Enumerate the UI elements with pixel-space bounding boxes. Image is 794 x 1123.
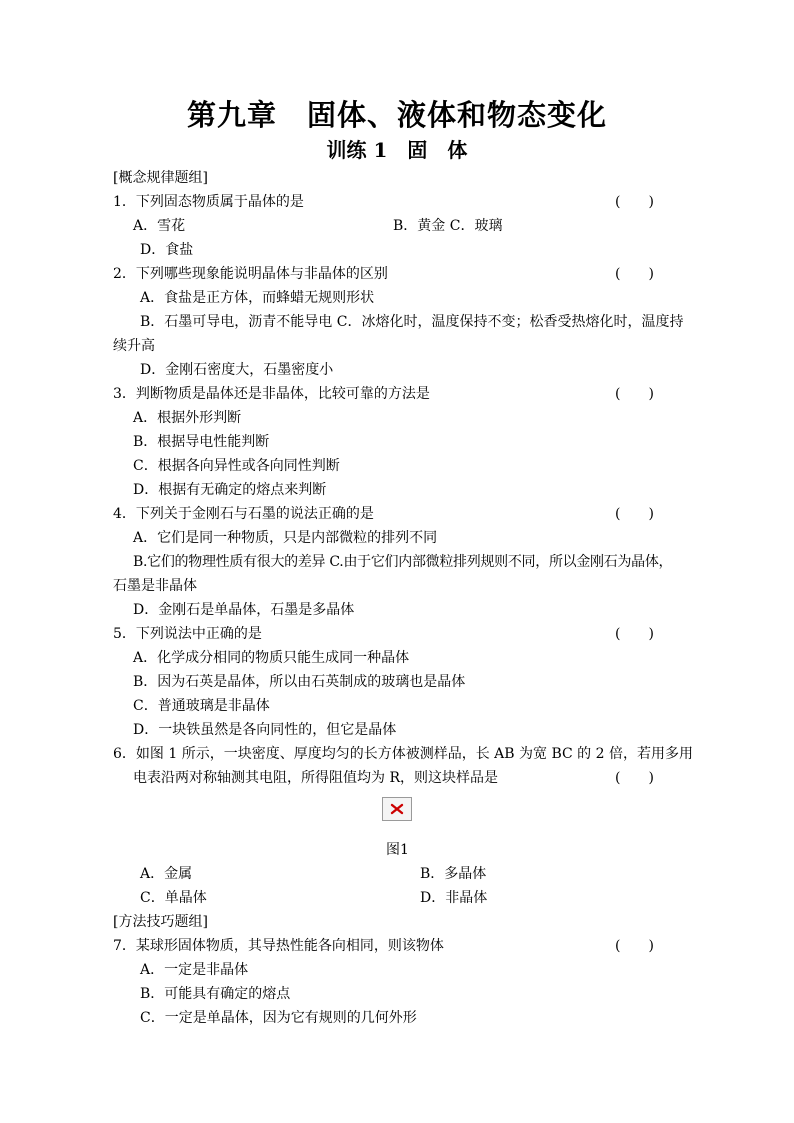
section-subtitle: 训练 1 固 体 [326, 138, 468, 162]
question-3-option-c: C．根据各向异性或各向同性判断 [133, 458, 340, 474]
question-5-option-d: D．一块铁虽然是各向同性的，但它是晶体 [133, 722, 397, 738]
question-2-option-bc: B．石墨可导电，沥青不能导电 C．冰熔化时，温度保持不变；松香受热熔化时，温度持 [140, 314, 684, 330]
figure-1-caption: 图1 [386, 842, 409, 858]
chapter-title: 第九章 固体、液体和物态变化 [186, 98, 607, 132]
question-5-option-a: A．化学成分相同的物质只能生成同一种晶体 [133, 650, 410, 666]
question-2-option-d: D．金刚石密度大，石墨密度小 [140, 362, 334, 378]
question-1-option-a: A．雪花 [133, 218, 186, 234]
question-1-answer-paren: ( ) [615, 194, 654, 210]
question-7-stem: 7．某球形固体物质，其导热性能各向相同，则该物体 [113, 938, 444, 954]
section-heading-method: [方法技巧题组] [113, 914, 208, 930]
question-6-option-c: C．单晶体 [140, 890, 207, 906]
question-7-option-a: A．一定是非晶体 [140, 962, 249, 978]
question-2-stem: 2．下列哪些现象能说明晶体与非晶体的区别 [113, 266, 388, 282]
question-7-answer-paren: ( ) [615, 938, 654, 954]
question-5-option-b: B．因为石英是晶体，所以由石英制成的玻璃也是晶体 [133, 674, 466, 690]
question-6-answer-paren: ( ) [615, 770, 654, 786]
question-3-stem: 3．判断物质是晶体还是非晶体，比较可靠的方法是 [113, 386, 430, 402]
question-4-option-a: A．它们是同一种物质，只是内部微粒的排列不同 [133, 530, 438, 546]
question-6-stem-cont: 电表沿两对称轴测其电阻，所得阻值均为 R，则这块样品是 [133, 770, 498, 786]
question-2-answer-paren: ( ) [615, 266, 654, 282]
question-3-option-d: D．根据有无确定的熔点来判断 [133, 482, 327, 498]
question-6-option-b: B．多晶体 [420, 866, 487, 882]
question-5-answer-paren: ( ) [615, 626, 654, 642]
question-5-option-c: C．普通玻璃是非晶体 [133, 698, 270, 714]
question-1-option-d: D．食盐 [140, 242, 194, 258]
question-3-answer-paren: ( ) [615, 386, 654, 402]
section-heading-concept: [概念规律题组] [113, 170, 208, 186]
question-2-option-c-cont: 续升高 [113, 338, 155, 354]
question-3-option-a: A．根据外形判断 [133, 410, 242, 426]
question-1-stem: 1．下列固态物质属于晶体的是 [113, 194, 304, 210]
question-7-option-b: B．可能具有确定的熔点 [140, 986, 291, 1002]
question-6-option-a: A．金属 [140, 866, 193, 882]
question-6-option-d: D．非晶体 [420, 890, 488, 906]
question-3-option-b: B．根据导电性能判断 [133, 434, 270, 450]
question-4-option-c-cont: 石墨是非晶体 [113, 578, 197, 594]
question-4-option-bc: B.它们的物理性质有很大的差异 C.由于它们内部微粒排列规则不同，所以金刚石为晶体， [133, 554, 673, 570]
question-7-option-c: C．一定是单晶体，因为它有规则的几何外形 [140, 1010, 417, 1026]
question-2-option-a: A．食盐是正方体，而蜂蜡无规则形状 [140, 290, 375, 306]
question-4-answer-paren: ( ) [615, 506, 654, 522]
question-5-stem: 5．下列说法中正确的是 [113, 626, 262, 642]
question-4-option-d: D．金刚石是单晶体，石墨是多晶体 [133, 602, 355, 618]
question-4-stem: 4．下列关于金刚石与石墨的说法正确的是 [113, 506, 374, 522]
question-6-stem: 6．如图 1 所示，一块密度、厚度均匀的长方体被测样品，长 AB 为宽 BC 的 2 倍，若用多用 [113, 746, 693, 762]
question-1-option-bc: B．黄金 C．玻璃 [393, 218, 503, 234]
figure-1-placeholder [382, 797, 412, 821]
